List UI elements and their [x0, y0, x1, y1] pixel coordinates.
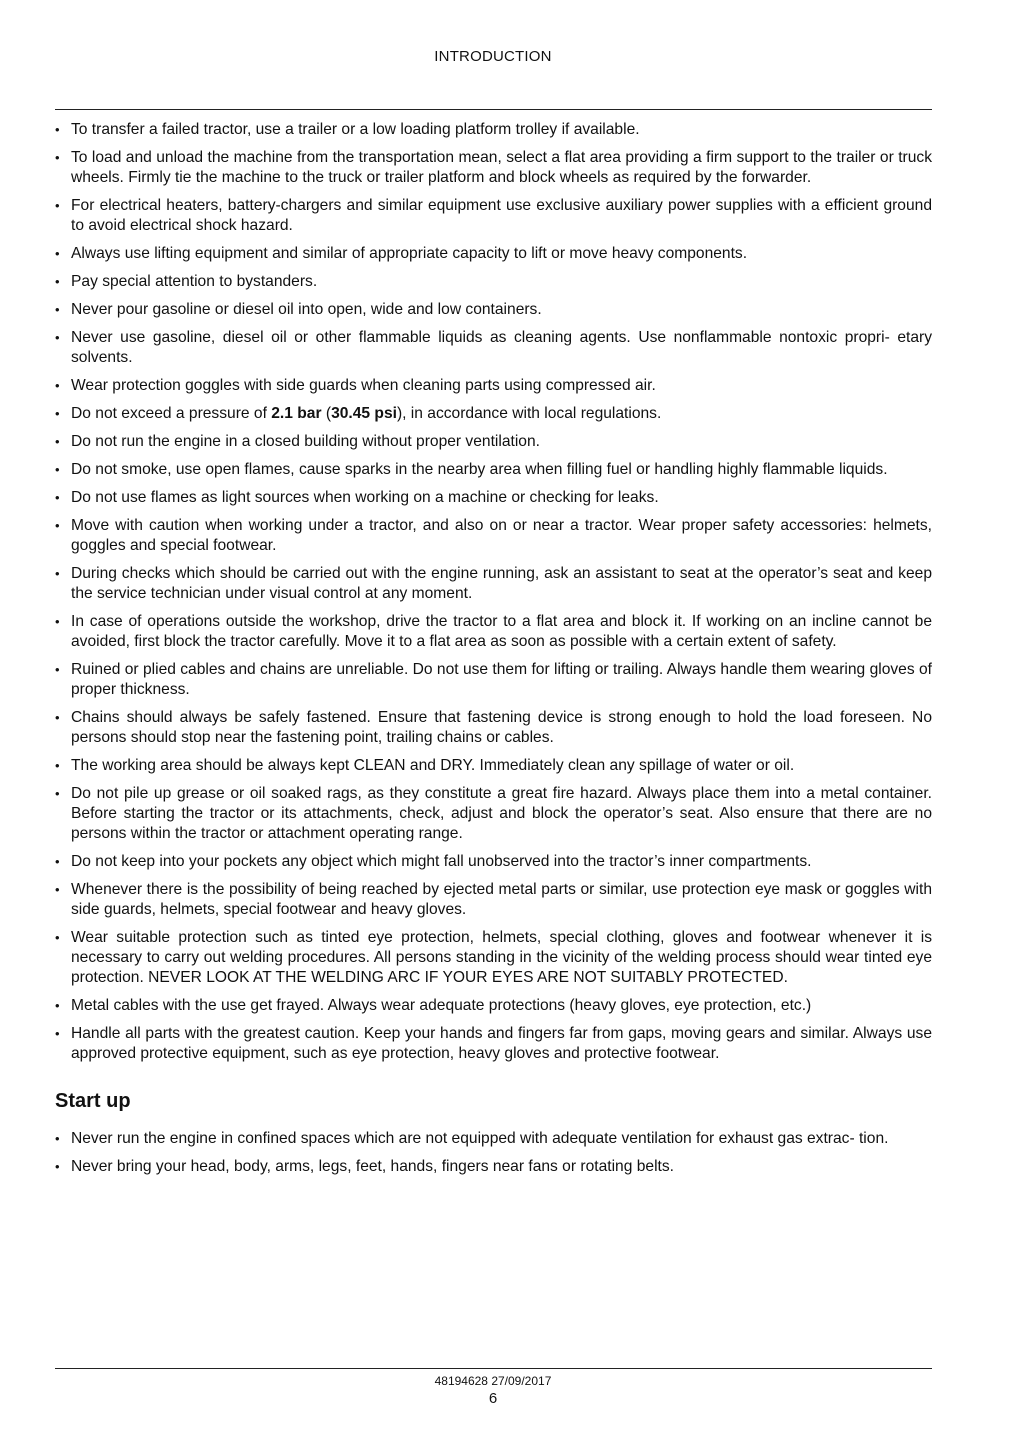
bullet-icon: •: [55, 490, 60, 505]
list-item: [55, 784, 932, 844]
emphasized-value: 30.45 psi: [331, 405, 397, 422]
list-item: [55, 120, 932, 140]
bullet-icon: •: [55, 378, 60, 393]
list-item-text: Always use lifting equipment and similar of appropriate capacity to lift or move heavy components.: [71, 245, 748, 262]
list-item-text: Do not run the engine in a closed building without proper ventilation.: [71, 433, 540, 450]
bullet-icon: •: [55, 434, 60, 449]
page-number: 6: [488, 1390, 498, 1407]
list-item: [55, 996, 932, 1016]
bullet-icon: •: [55, 330, 60, 345]
bullet-icon: •: [55, 854, 60, 869]
document-reference: 48194628 27/09/2017: [434, 1374, 552, 1388]
list-item: [55, 300, 932, 320]
list-item-text: Never bring your head, body, arms, legs, feet, hands, fingers near fans or rotating belts.: [71, 1158, 674, 1175]
list-item: [55, 1024, 932, 1064]
list-item: [55, 1157, 932, 1177]
list-item: [55, 852, 932, 872]
list-item: [55, 196, 932, 236]
list-item-text: Move with caution when working under a tractor, and also on or near a tractor. Wear proper safety accessories: helmets, goggles and special footwear.: [71, 517, 932, 554]
bullet-icon: •: [55, 1131, 60, 1146]
bullet-icon: •: [55, 998, 60, 1013]
list-item: [55, 660, 932, 700]
list-item-text: Do not pile up grease or oil soaked rags, as they constitute a great fire hazard. Always place them into a metal container. Before starting the tractor or its attachments, check, adjust and block the operator’s seat. Also ensure that there are no persons within the tractor or attachment operating range.: [71, 785, 932, 842]
list-item-text: Do not exceed a pressure of: [71, 405, 272, 422]
bullet-icon: •: [55, 758, 60, 773]
section-title-start-up: Start up: [55, 1090, 131, 1112]
list-item-text: Never use gasoline, diesel oil or other flammable liquids as cleaning agents. Use nonflammable nontoxic propri- etary solvents.: [71, 329, 932, 366]
list-item: [55, 1129, 932, 1149]
emphasized-value: 2.1 bar: [271, 405, 322, 422]
list-item-text: Chains should always be safely fastened. Ensure that fastening device is strong enough to hold the load foreseen. No persons should stop near the fastening point, trailing chains or cables.: [71, 709, 932, 746]
list-item-text: Do not use flames as light sources when working on a machine or checking for leaks.: [71, 489, 659, 506]
bullet-icon: •: [55, 518, 60, 533]
list-item-text: Ruined or plied cables and chains are unreliable. Do not use them for lifting or trailing. Always handle them wearing gloves of proper thickness.: [71, 661, 932, 698]
bullet-icon: •: [55, 246, 60, 261]
bullet-icon: •: [55, 930, 60, 945]
list-item-text: Handle all parts with the greatest caution. Keep your hands and fingers far from gaps, moving gears and similar. Always use approved protective equipment, such as eye protection, heavy gloves and protective footwear.: [71, 1025, 932, 1062]
list-item: [55, 376, 932, 396]
list-item-text: For electrical heaters, battery-chargers and similar equipment use exclusive auxiliary power supplies with a efficient ground to avoid electrical shock hazard.: [71, 197, 932, 234]
list-item-text: To load and unload the machine from the transportation mean, select a flat area providing a firm support to the trailer or truck wheels. Firmly tie the machine to the truck or trailer platform and block wheels as required by the forwarder.: [71, 149, 932, 186]
bullet-icon: •: [55, 1026, 60, 1041]
list-item-text: Whenever there is the possibility of being reached by ejected metal parts or similar, use protection eye mask or goggles with side guards, helmets, special footwear and heavy gloves.: [71, 881, 932, 918]
list-item-text: Do not keep into your pockets any object which might fall unobserved into the tractor’s inner compartments.: [71, 853, 812, 870]
bullet-icon: •: [55, 786, 60, 801]
page-header-section-title: INTRODUCTION: [434, 48, 552, 65]
list-item-text: ), in accordance with local regulations.: [396, 405, 662, 422]
list-item: [55, 928, 932, 988]
bullet-icon: •: [55, 1159, 60, 1174]
bullet-icon: •: [55, 710, 60, 725]
list-item: [55, 328, 932, 368]
bullet-icon: •: [55, 406, 60, 421]
list-item: [55, 148, 932, 188]
bullet-icon: •: [55, 302, 60, 317]
list-item-text: Metal cables with the use get frayed. Always wear adequate protections (heavy gloves, eye protection, etc.): [71, 997, 812, 1014]
bullet-icon: •: [55, 198, 60, 213]
list-item: [55, 272, 932, 292]
list-item: [55, 404, 932, 424]
list-item: [55, 244, 932, 264]
list-item: [55, 564, 932, 604]
list-item: [55, 460, 932, 480]
list-item-text: During checks which should be carried out with the engine running, ask an assistant to seat at the operator’s seat and keep the service technician under visual control at any moment.: [71, 565, 932, 602]
bullet-icon: •: [55, 150, 60, 165]
header-divider: [55, 109, 932, 110]
list-item: [55, 488, 932, 508]
footer-divider: [55, 1368, 932, 1369]
list-item-text: The working area should be always kept CLEAN and DRY. Immediately clean any spillage of water or oil.: [71, 757, 795, 774]
list-item: [55, 516, 932, 556]
list-item-text: Wear suitable protection such as tinted eye protection, helmets, special clothing, gloves and footwear whenever it is necessary to carry out welding procedures. All persons standing in the vicinity of the welding process should wear tinted eye protection. NEVER LOOK AT THE WELDING ARC IF YOUR EYES ARE NOT SUITABLY PROTECTED.: [71, 929, 932, 986]
safety-bullet-list: [55, 120, 932, 1064]
bullet-icon: •: [55, 614, 60, 629]
list-item: [55, 432, 932, 452]
bullet-icon: •: [55, 122, 60, 137]
list-item-text: (: [321, 405, 332, 422]
list-item-text: Do not smoke, use open flames, cause sparks in the nearby area when filling fuel or handling highly flammable liquids.: [71, 461, 888, 478]
list-item-text: Wear protection goggles with side guards when cleaning parts using compressed air.: [71, 377, 656, 394]
list-item: [55, 708, 932, 748]
list-item: [55, 756, 932, 776]
list-item-text: Pay special attention to bystanders.: [71, 273, 318, 290]
list-item: [55, 612, 932, 652]
bullet-icon: •: [55, 662, 60, 677]
list-item-text: To transfer a failed tractor, use a trailer or a low loading platform trolley if available.: [71, 121, 640, 138]
start-up-bullet-list: [55, 1129, 932, 1177]
bullet-icon: •: [55, 274, 60, 289]
bullet-icon: •: [55, 882, 60, 897]
list-item: [55, 880, 932, 920]
bullet-icon: •: [55, 462, 60, 477]
page-content: [55, 120, 932, 1185]
list-item-text: Never pour gasoline or diesel oil into open, wide and low containers.: [71, 301, 542, 318]
bullet-icon: •: [55, 566, 60, 581]
list-item-text: In case of operations outside the workshop, drive the tractor to a flat area and block it. If working on an incline cannot be avoided, first block the tractor carefully. Move it to a flat area as soon as possible with a certain extent of safety.: [71, 613, 932, 650]
list-item-text: Never run the engine in confined spaces which are not equipped with adequate ventilation for exhaust gas extrac- tion.: [71, 1130, 889, 1147]
